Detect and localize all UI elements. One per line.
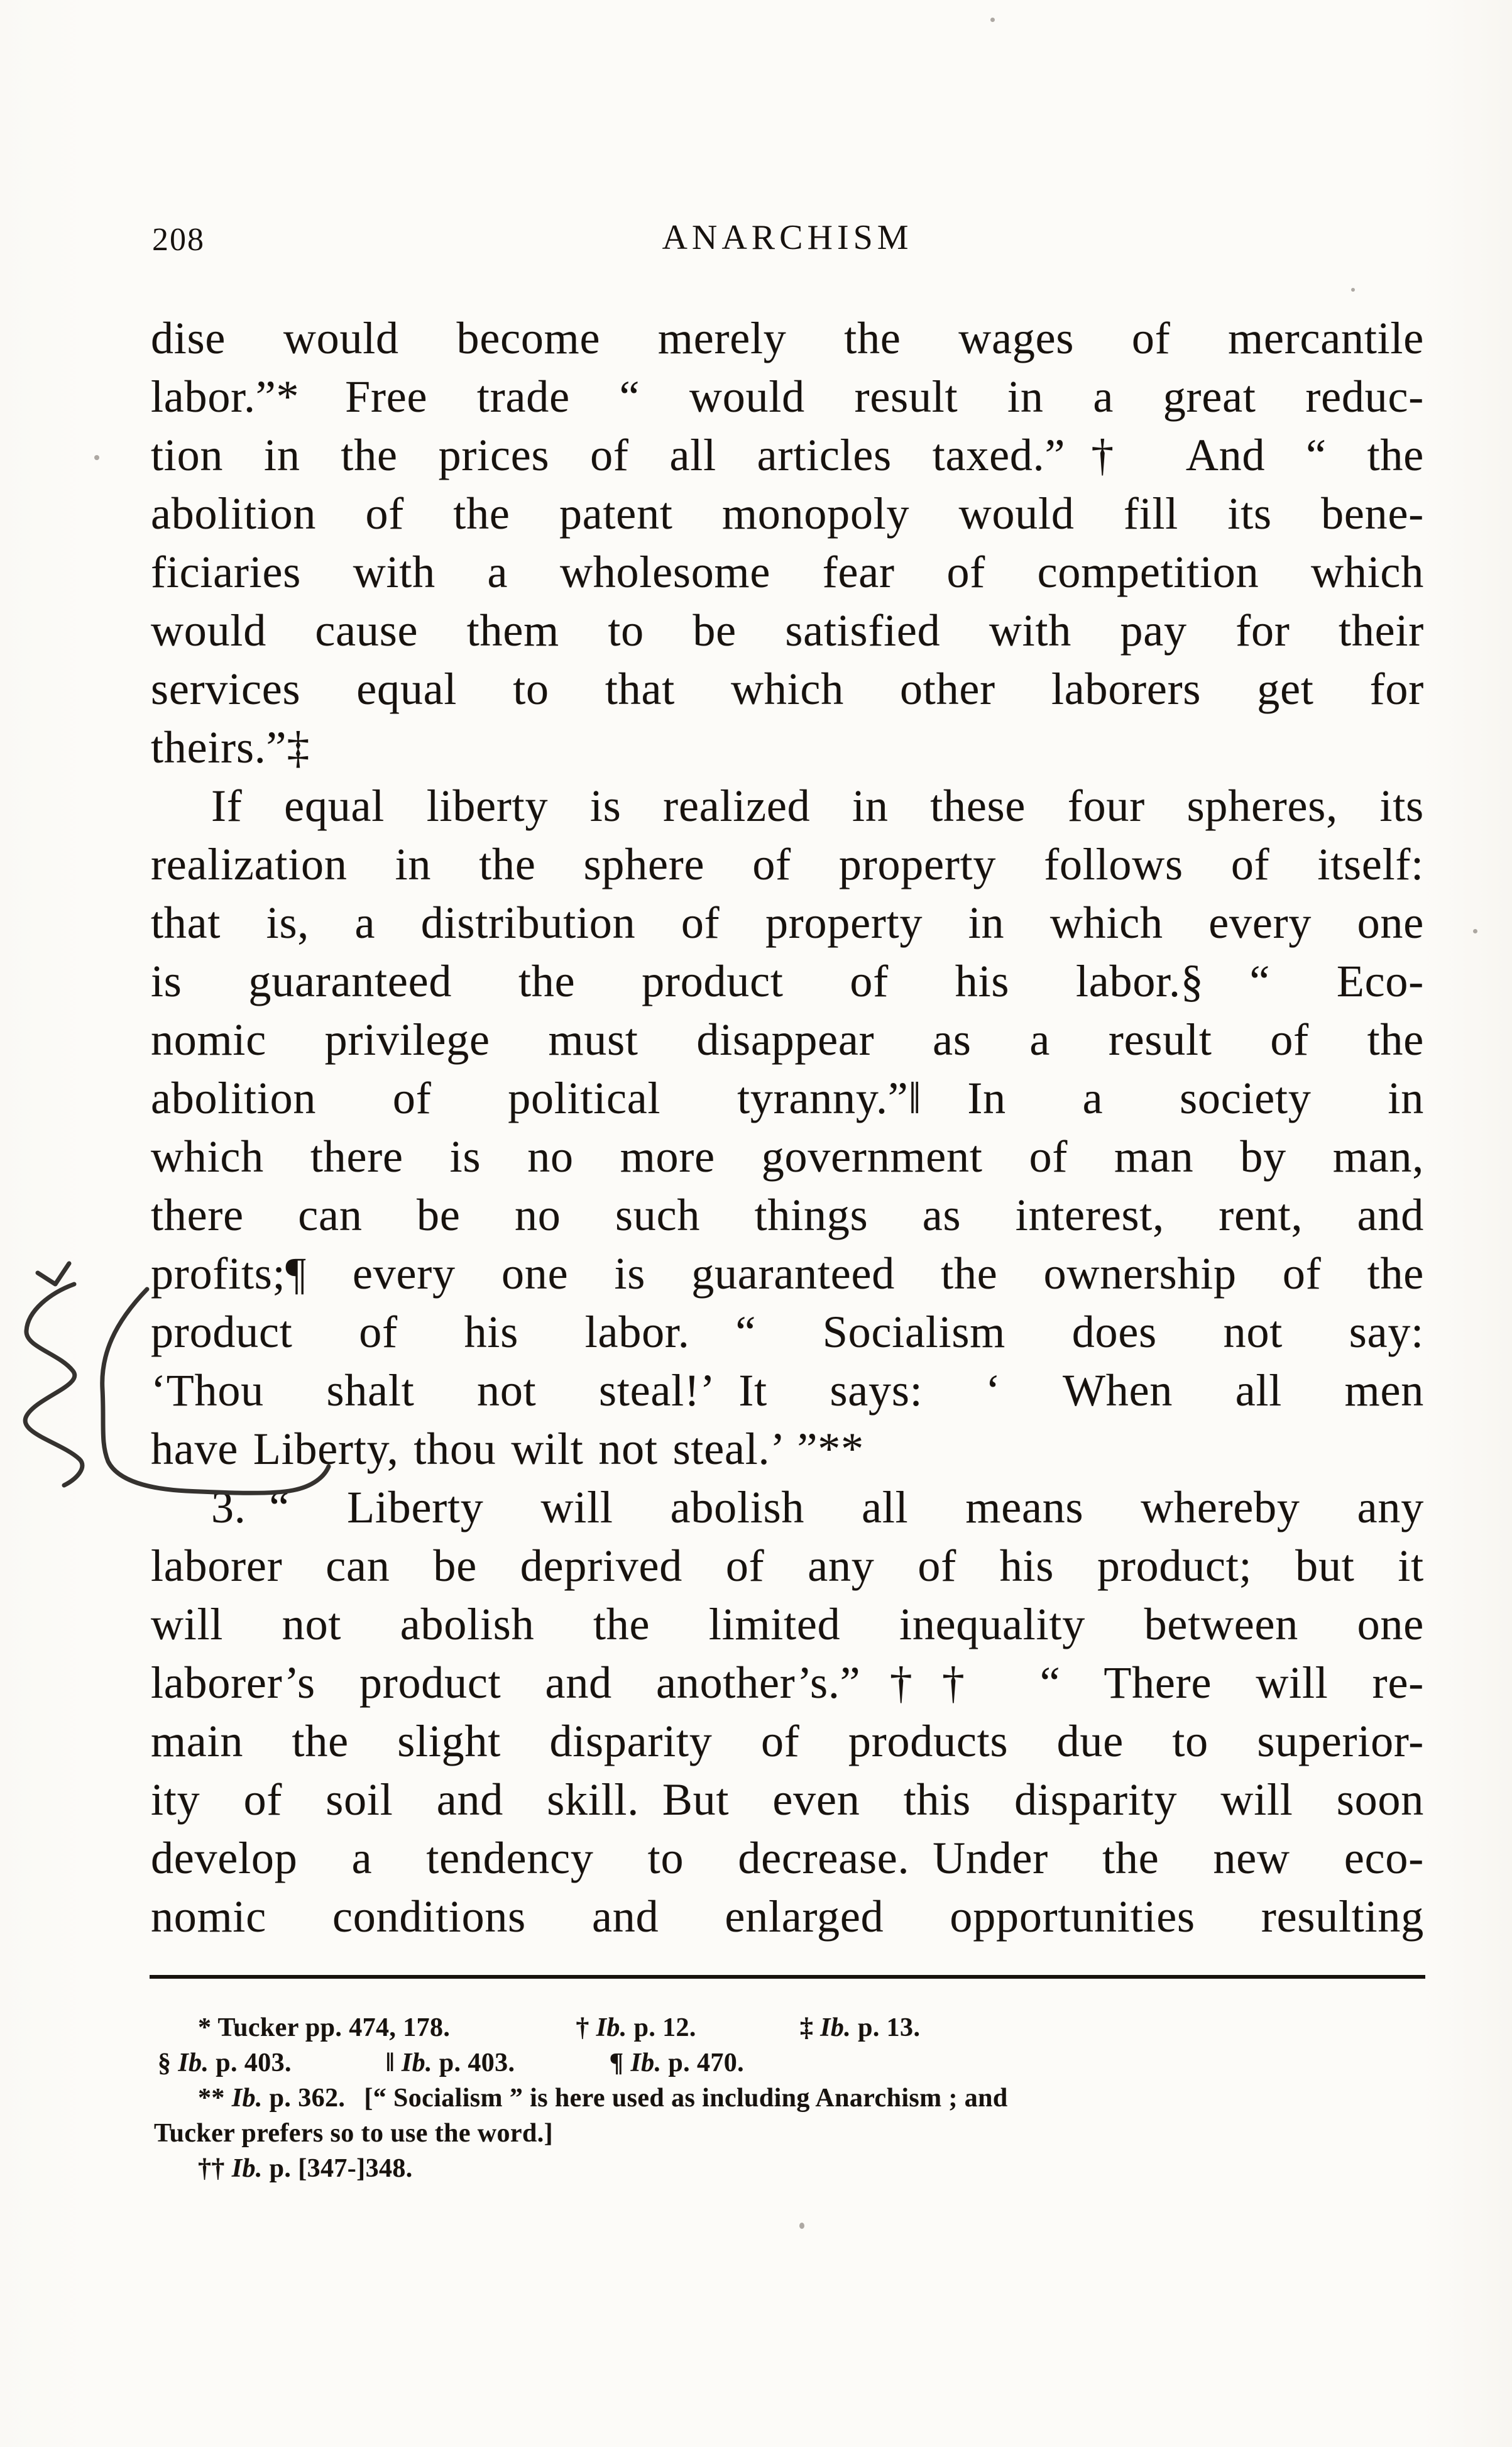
scan-speck	[1351, 288, 1355, 292]
footnote-rule	[150, 1975, 1425, 1979]
text-line: will not abolish the limited inequality between one	[151, 1599, 1424, 1649]
footnote-marker: *	[198, 2013, 218, 2042]
text-line: which there is no more government of man by man,	[151, 1131, 1424, 1182]
scan-speck	[990, 18, 995, 22]
footnote-marker: ‖	[385, 2048, 402, 2077]
text-line: nomic privilege must disappear as a result of the	[151, 1015, 1424, 1065]
footnote-text: p. 362.	[262, 2084, 346, 2113]
footnote-text: p. 403.	[209, 2048, 292, 2077]
footnote-text: p. 12.	[627, 2013, 696, 2042]
footnotes	[154, 2010, 1455, 2186]
text-line: tion in the prices of all articles taxed.”† And “ the	[151, 430, 1424, 480]
footnote-text: Tucker prefers so to use the word.]	[154, 2119, 554, 2148]
footnote-row	[154, 2151, 1455, 2186]
text-line: theirs.”‡	[151, 722, 310, 773]
text-line: laborer’s product and another’s.”†† “ There will re-	[151, 1658, 1424, 1708]
text-line: have Liberty, thou wilt not steal.’ ”**	[151, 1424, 864, 1474]
footnote-text: Ib.	[231, 2154, 263, 2183]
body-text	[151, 309, 1424, 1946]
text-line: labor.”* Free trade “ would result in a great reduc-	[151, 371, 1424, 422]
footnote-row	[154, 2116, 1455, 2151]
handwritten-margin-annotation	[6, 1248, 383, 1543]
footnote-text: Ib.	[178, 2048, 209, 2077]
footnote-marker: ††	[198, 2154, 232, 2183]
text-line: is guaranteed the product of his labor.§ “ Eco-	[151, 956, 1424, 1006]
text-line: nomic conditions and enlarged opportunities resulting	[151, 1891, 1424, 1942]
text-line: abolition of political tyranny.”‖ In a society in	[151, 1073, 1424, 1123]
footnote-text: p. 13.	[851, 2013, 921, 2042]
footnote-text: Ib.	[630, 2048, 662, 2077]
footnote-row	[154, 2081, 1455, 2116]
text-line: would cause them to be satisfied with pay for their	[151, 605, 1424, 656]
text-line: laborer can be deprived of any of his product; but it	[151, 1541, 1424, 1591]
footnote-marker: ¶	[609, 2048, 631, 2077]
text-line: ity of soil and skill. But even this disparity will soon	[151, 1774, 1424, 1825]
footnote-text: [“ Socialism ” is here used as including Anarchism ; and	[364, 2084, 1008, 2113]
footnote-marker: §	[158, 2048, 178, 2077]
footnote-marker: **	[198, 2084, 232, 2113]
paragraph	[151, 1478, 1424, 1946]
text-line: develop a tendency to decrease. Under the new eco-	[151, 1833, 1424, 1883]
footnote-text: Tucker pp. 474, 178.	[217, 2013, 451, 2042]
footnote-text: p. [347-]348.	[262, 2154, 413, 2183]
scan-speck	[799, 2223, 804, 2229]
scan-speck	[94, 455, 99, 460]
text-line: main the slight disparity of products due to superior-	[151, 1716, 1424, 1766]
text-line: there can be no such things as interest, rent, and	[151, 1190, 1424, 1240]
footnote-text: Ib.	[401, 2048, 432, 2077]
text-line: If equal liberty is realized in these four spheres, its	[211, 781, 1424, 831]
scan-speck	[1473, 929, 1477, 933]
paragraph-continuation	[151, 309, 1424, 777]
footnote-text: Ib.	[231, 2084, 263, 2113]
text-line: product of his labor. “ Socialism does not say:	[151, 1307, 1424, 1357]
footnote-text: p. 470.	[661, 2048, 745, 2077]
footnote-text: Ib.	[596, 2013, 627, 2042]
footnote-marker: ‡	[799, 2013, 821, 2042]
squiggle-icon	[6, 1248, 383, 1543]
text-line: profits;¶ every one is guaranteed the ownership of the	[151, 1248, 1424, 1299]
page-number: 208	[152, 222, 205, 258]
footnote-text: p. 403.	[432, 2048, 515, 2077]
footnote-row	[154, 2045, 1455, 2081]
running-head	[151, 217, 1424, 261]
footnote-marker: †	[576, 2013, 596, 2042]
page-title: ANARCHISM	[662, 218, 913, 257]
text-line: abolition of the patent monopoly would fill its bene-	[151, 488, 1424, 539]
footnote-row	[154, 2010, 1455, 2045]
text-line: ficiaries with a wholesome fear of competition which	[151, 547, 1424, 597]
text-line: 3. “ Liberty will abolish all means whereby any	[211, 1482, 1424, 1532]
text-line: ‘Thou shalt not steal!’ It says: ‘ When all men	[151, 1365, 1424, 1416]
text-line: services equal to that which other laborers get for	[151, 664, 1424, 714]
footnote-text: Ib.	[820, 2013, 852, 2042]
text-line: dise would become merely the wages of mercantile	[151, 313, 1424, 363]
text-line: realization in the sphere of property follows of itself:	[151, 839, 1424, 889]
text-line: that is, a distribution of property in which every one	[151, 898, 1424, 948]
